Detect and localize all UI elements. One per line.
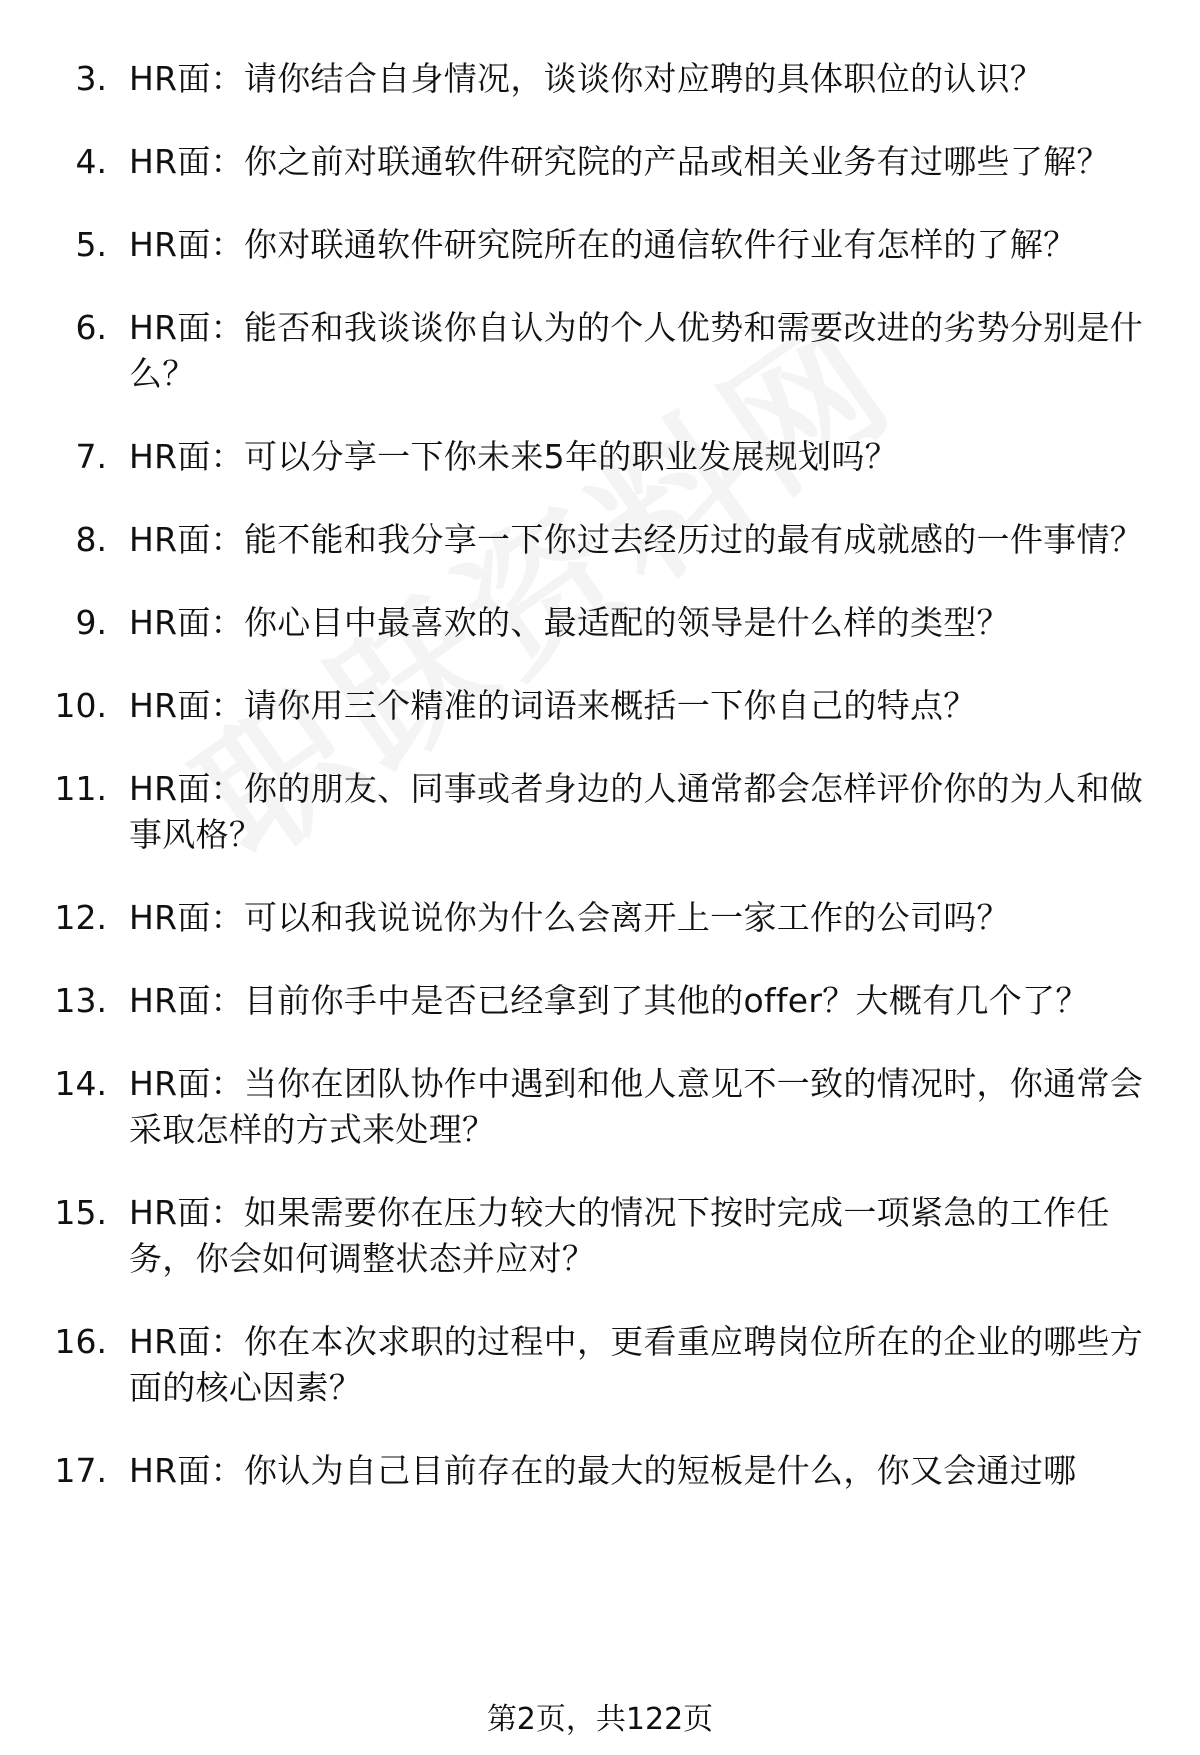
list-item xyxy=(0,305,1200,397)
list-item xyxy=(0,1448,1200,1494)
question-number: 15. xyxy=(54,1193,107,1232)
list-item xyxy=(0,1319,1200,1411)
question-number: 11. xyxy=(54,769,107,808)
list-item xyxy=(0,517,1200,563)
list-item xyxy=(0,683,1200,729)
question-text: HR面：请你用三个精准的词语来概括一下你自己的特点？ xyxy=(129,686,977,725)
question-number: 13. xyxy=(54,981,107,1020)
question-text: HR面：你在本次求职的过程中，更看重应聘岗位所在的企业的哪些方面的核心因素？ xyxy=(129,1322,1144,1407)
question-number: 8. xyxy=(75,520,107,559)
question-number: 14. xyxy=(54,1064,107,1103)
question-number: 6. xyxy=(75,308,107,347)
question-number: 4. xyxy=(75,142,107,181)
question-number: 3. xyxy=(75,59,107,98)
question-text: HR面：能否和我谈谈你自认为的个人优势和需要改进的劣势分别是什么？ xyxy=(129,308,1144,393)
question-text: HR面：你对联通软件研究院所在的通信软件行业有怎样的了解？ xyxy=(129,225,1077,264)
question-text: HR面：你认为自己目前存在的最大的短板是什么，你又会通过哪 xyxy=(129,1451,1077,1490)
question-text: HR面：你之前对联通软件研究院的产品或相关业务有过哪些了解？ xyxy=(129,142,1110,181)
question-text: HR面：如果需要你在压力较大的情况下按时完成一项紧急的工作任务，你会如何调整状态并应对？ xyxy=(129,1193,1110,1278)
question-list xyxy=(0,56,1200,1531)
list-item xyxy=(0,222,1200,268)
question-text: HR面：你心目中最喜欢的、最适配的领导是什么样的类型？ xyxy=(129,603,1010,642)
question-number: 16. xyxy=(54,1322,107,1361)
question-number: 7. xyxy=(75,437,107,476)
list-item xyxy=(0,895,1200,941)
question-text: HR面：可以和我说说你为什么会离开上一家工作的公司吗？ xyxy=(129,898,1010,937)
list-item xyxy=(0,600,1200,646)
list-item xyxy=(0,978,1200,1024)
list-item xyxy=(0,139,1200,185)
question-text: HR面：请你结合自身情况，谈谈你对应聘的具体职位的认识？ xyxy=(129,59,1044,98)
question-number: 12. xyxy=(54,898,107,937)
list-item xyxy=(0,434,1200,480)
question-text: HR面：能不能和我分享一下你过去经历过的最有成就感的一件事情？ xyxy=(129,520,1144,559)
list-item xyxy=(0,1061,1200,1153)
question-text: HR面：可以分享一下你未来5年的职业发展规划吗？ xyxy=(129,437,898,476)
list-item xyxy=(0,766,1200,858)
question-text: HR面：当你在团队协作中遇到和他人意见不一致的情况时，你通常会采取怎样的方式来处理？ xyxy=(129,1064,1144,1149)
question-number: 10. xyxy=(54,686,107,725)
list-item xyxy=(0,56,1200,102)
question-number: 17. xyxy=(54,1451,107,1490)
question-text: HR面：你的朋友、同事或者身边的人通常都会怎样评价你的为人和做事风格？ xyxy=(129,769,1144,854)
question-text: HR面：目前你手中是否已经拿到了其他的offer？大概有几个了？ xyxy=(129,981,1089,1020)
list-item xyxy=(0,1190,1200,1282)
question-number: 5. xyxy=(75,225,107,264)
page-footer: 第2页，共122页 xyxy=(486,1702,714,1737)
question-number: 9. xyxy=(75,603,107,642)
